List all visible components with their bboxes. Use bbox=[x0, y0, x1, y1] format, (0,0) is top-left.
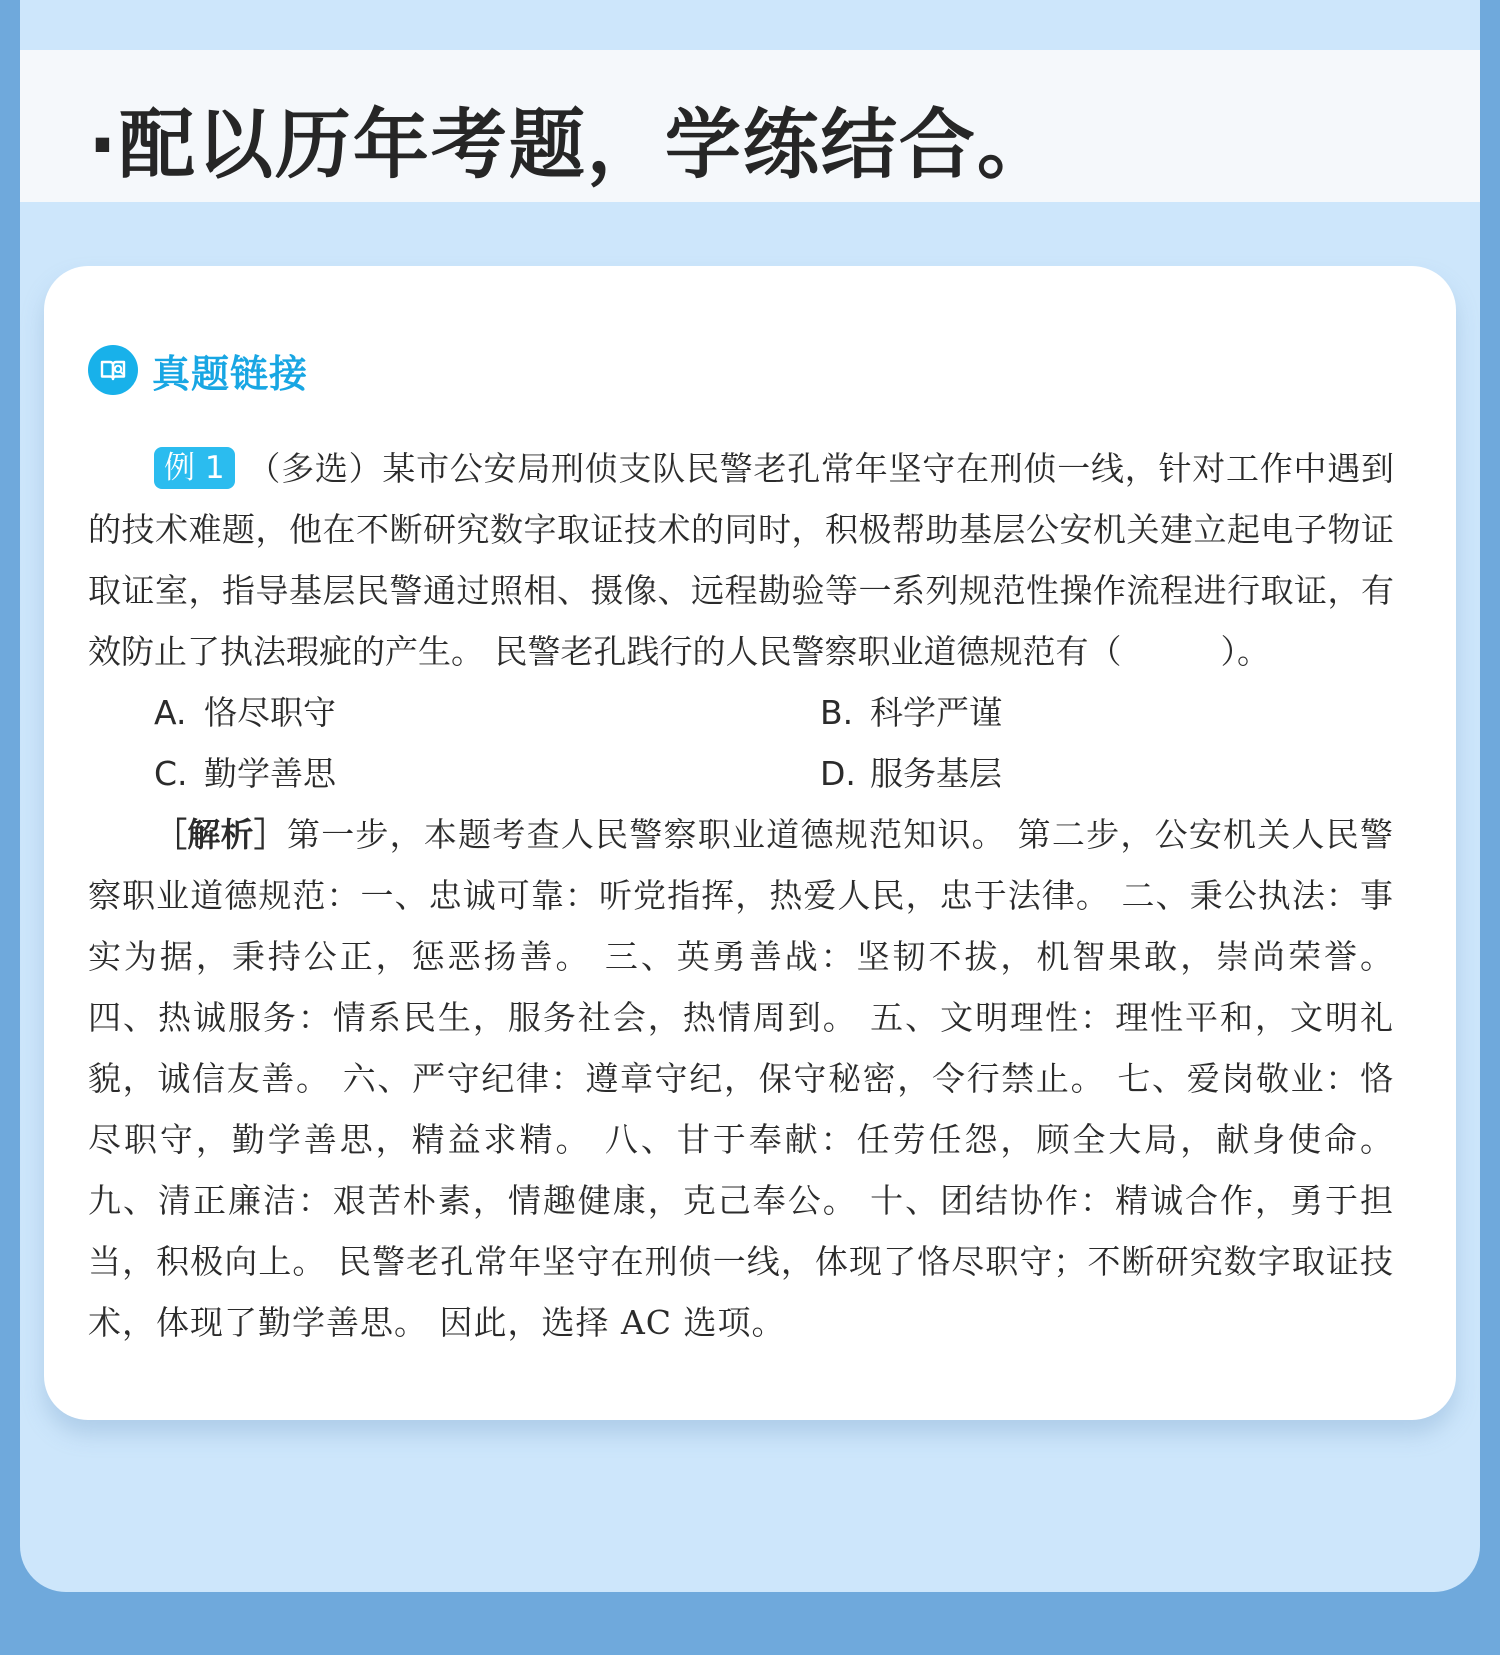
analysis-text: 第一步，本题考查人民警察职业道德规范知识。 第二步，公安机关人民警察职业道德规范：一、忠诚可靠：听党指挥，热爱人民，忠于法律。 二、秉公执法：事实为据，秉持公正，惩恶扬善。 三、英勇善战：坚韧不拔，机智果敢，崇尚荣誉。 四、热诚服务：情系民生，服务社会，热情周到。 五、文明理性：理性平和，文明礼貌，诚信友善。 六、严守纪律：遵章守纪，保守秘密，令行禁止。 七、爱岗敬业：恪尽职守，勤学善思，精益求精。 八、甘于奉献：任劳任怨，顾全大局，献身使命。 九、清正廉洁：艰苦朴素，情趣健康，克己奉公。 十、团结协作：精诚合作，勇于担当，积极向上。 民警老孔常年坚守在刑侦一线，体现了恪尽职守；不断研究数字取证技术，体现了勤学善思。 因此，选择 AC 选项。 bbox=[88, 815, 1394, 1342]
option-b bbox=[820, 682, 1002, 743]
option-a bbox=[154, 682, 336, 743]
title-bar bbox=[20, 50, 1480, 202]
option-letter: B. bbox=[820, 693, 854, 732]
question-paragraph bbox=[88, 438, 1394, 682]
question-text: （多选）某市公安局刑侦支队民警老孔常年坚守在刑侦一线，针对工作中遇到的技术难题，他在不断研究数字取证技术的同时，积极帮助基层公安机关建立起电子物证取证室，指导基层民警通过照相、摄像、远程勘验等一系列规范性操作流程进行取证，有效防止了执法瑕疵的产生。 民警老孔践行的人民警察职业道德规范有（ ）。 bbox=[88, 449, 1394, 671]
option-text: 服务基层 bbox=[870, 754, 1002, 793]
option-c bbox=[154, 743, 336, 804]
option-d bbox=[820, 743, 1002, 804]
page-title: ·配以历年考题，学练结合。 bbox=[88, 100, 1055, 189]
analysis-paragraph bbox=[88, 804, 1394, 1353]
question-body bbox=[88, 438, 1394, 1353]
section-header bbox=[88, 344, 308, 396]
option-text: 恪尽职守 bbox=[204, 693, 336, 732]
option-letter: A. bbox=[154, 693, 187, 732]
option-text: 勤学善思 bbox=[204, 754, 336, 793]
analysis-tag: ［解析］ bbox=[154, 815, 287, 854]
section-label: 真题链接 bbox=[152, 351, 309, 396]
option-letter: D. bbox=[820, 754, 856, 793]
option-letter: C. bbox=[154, 754, 188, 793]
answer-options bbox=[154, 682, 1394, 804]
option-text: 科学严谨 bbox=[870, 693, 1002, 732]
book-search-icon bbox=[88, 345, 138, 395]
example-badge: 例 1 bbox=[154, 447, 235, 489]
content-card bbox=[44, 266, 1456, 1420]
